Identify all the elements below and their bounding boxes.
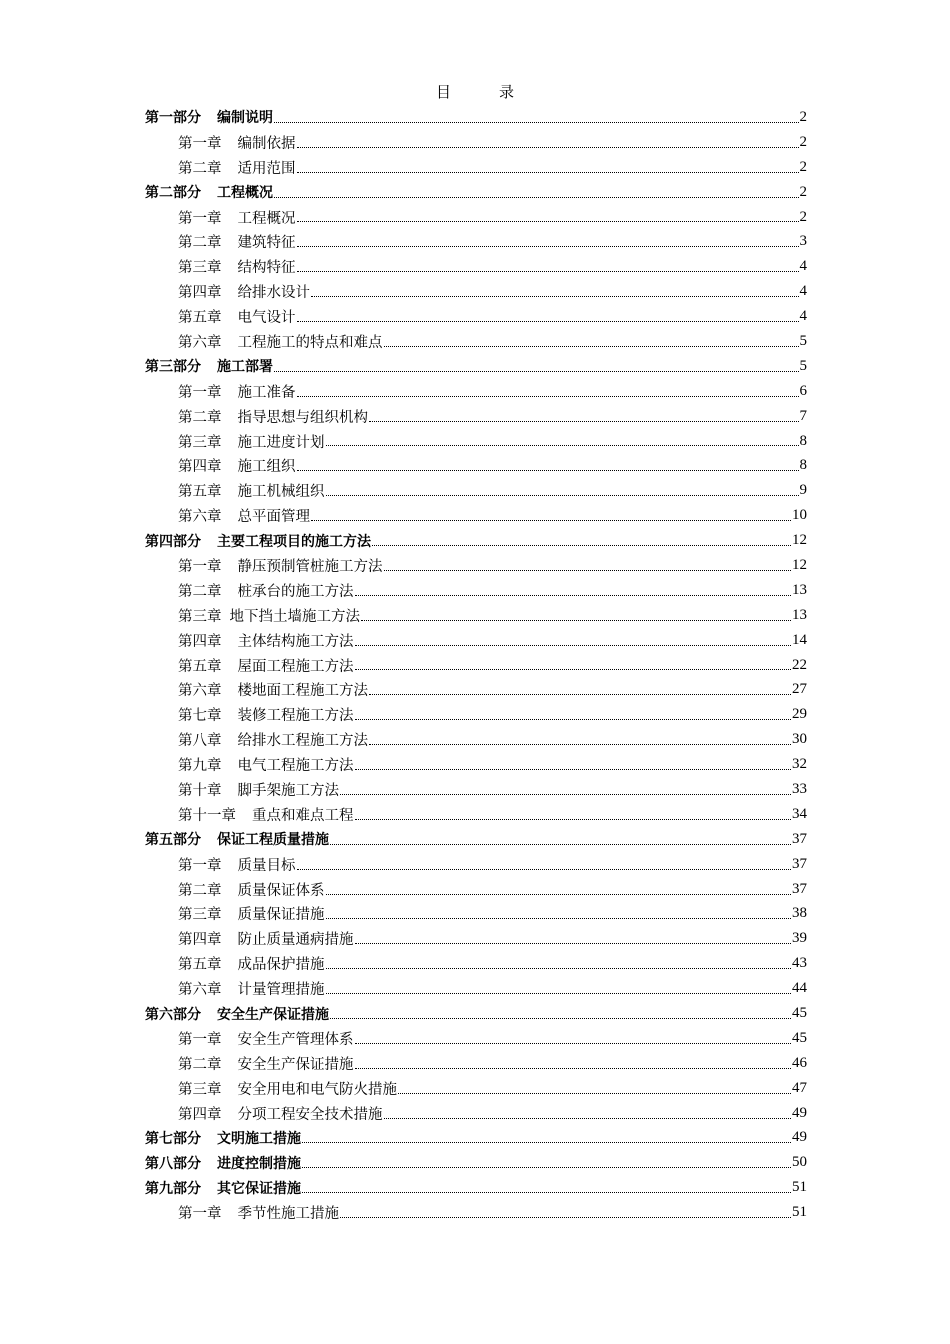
dot-leader xyxy=(355,942,792,944)
toc-entry-title: 电气设计 xyxy=(237,310,296,327)
dot-leader xyxy=(297,395,799,397)
toc-entry-number: 第二部分 xyxy=(145,185,201,202)
toc-part-entry[interactable] xyxy=(145,827,807,852)
toc-entry-number: 第三章 xyxy=(178,434,222,451)
toc-entry-number: 第二章 xyxy=(178,1056,222,1073)
toc-chapter-entry[interactable] xyxy=(145,304,807,329)
dot-leader xyxy=(326,967,792,969)
toc-entry-title: 总平面管理 xyxy=(237,509,310,526)
toc-page-number: 47 xyxy=(792,1079,807,1096)
toc-chapter-entry[interactable] xyxy=(145,902,807,927)
dot-leader xyxy=(369,420,799,422)
toc-entry-label xyxy=(145,356,273,376)
toc-entry-title: 质量保证体系 xyxy=(237,882,325,899)
toc-entry-label xyxy=(178,729,368,750)
toc-entry-title: 施工组织 xyxy=(237,459,296,476)
dot-leader xyxy=(355,668,792,670)
toc-page-number: 27 xyxy=(792,681,807,698)
toc-page-number: 13 xyxy=(792,606,807,623)
toc-chapter-entry[interactable] xyxy=(145,478,807,503)
toc-chapter-entry[interactable] xyxy=(145,677,807,702)
toc-chapter-entry[interactable] xyxy=(145,229,807,254)
toc-entry-label xyxy=(178,306,296,327)
dot-leader xyxy=(297,868,792,870)
toc-page-number: 4 xyxy=(799,283,807,300)
toc-entry-title: 结构特征 xyxy=(237,260,296,277)
toc-chapter-entry[interactable] xyxy=(145,279,807,304)
toc-entry-label xyxy=(178,679,368,700)
toc-page-number: 37 xyxy=(792,855,807,872)
toc-entry-title: 安全生产管理体系 xyxy=(237,1031,354,1048)
toc-entry-label xyxy=(178,157,296,178)
toc-entry-label xyxy=(178,854,296,875)
dot-leader xyxy=(355,644,792,646)
toc-chapter-entry[interactable] xyxy=(145,1051,807,1076)
toc-entry-label xyxy=(178,1078,397,1099)
toc-entry-title: 施工进度计划 xyxy=(237,434,325,451)
toc-page-number: 45 xyxy=(792,1029,807,1046)
toc-entry-label xyxy=(178,406,368,427)
dot-leader xyxy=(274,370,799,372)
toc-entry-label xyxy=(178,779,339,800)
title-char-left: 目 xyxy=(435,83,451,101)
toc-chapter-entry[interactable] xyxy=(145,653,807,678)
dot-leader xyxy=(326,494,799,496)
toc-entry-label xyxy=(178,431,325,452)
dot-leader xyxy=(326,992,792,994)
title-char-right: 录 xyxy=(499,83,515,101)
toc-entry-number: 第六章 xyxy=(178,509,222,526)
toc-entry-label xyxy=(178,256,296,277)
toc-entry-label xyxy=(178,655,354,676)
toc-entry-number: 第一部分 xyxy=(145,110,201,127)
dot-leader xyxy=(355,594,792,596)
toc-entry-title: 脚手架施工方法 xyxy=(237,782,339,799)
dot-leader xyxy=(398,1092,791,1094)
toc-chapter-entry[interactable] xyxy=(145,628,807,653)
dot-leader xyxy=(302,1191,791,1193)
toc-chapter-entry[interactable] xyxy=(145,578,807,603)
toc-entry-title: 成品保护措施 xyxy=(237,957,325,974)
toc-chapter-entry[interactable] xyxy=(145,453,807,478)
toc-page-number: 9 xyxy=(799,482,807,499)
toc-entry-title: 地下挡土墙施工方法 xyxy=(229,608,360,625)
toc-entry-label xyxy=(178,455,296,476)
toc-entry-number: 第六章 xyxy=(178,334,222,351)
toc-entry-number: 第四章 xyxy=(178,932,222,949)
toc-chapter-entry[interactable] xyxy=(145,329,807,354)
toc-entry-label xyxy=(145,1004,329,1024)
toc-entry-title: 给排水设计 xyxy=(237,285,310,302)
toc-page-number: 45 xyxy=(792,1005,807,1021)
dot-leader xyxy=(330,843,791,845)
toc-entry-number: 第二章 xyxy=(178,583,222,600)
toc-entry-number: 第六部分 xyxy=(145,1006,201,1023)
toc-entry-label xyxy=(178,207,296,228)
toc-entry-label xyxy=(178,331,383,352)
toc-entry-number: 第一章 xyxy=(178,384,222,401)
toc-entry-label xyxy=(178,804,354,825)
toc-entry-number: 第五章 xyxy=(178,658,222,675)
toc-page-number: 7 xyxy=(799,407,807,424)
toc-page-number: 37 xyxy=(792,880,807,897)
toc-entry-label xyxy=(178,580,354,601)
toc-entry-number: 第一章 xyxy=(178,135,222,152)
toc-entry-number: 第五部分 xyxy=(145,832,201,849)
toc-entry-title: 编制依据 xyxy=(237,135,296,152)
dot-leader xyxy=(340,793,791,795)
toc-entry-number: 第一章 xyxy=(178,1031,222,1048)
toc-entry-label xyxy=(178,281,310,302)
toc-entry-label xyxy=(178,381,296,402)
toc-entry-title: 屋面工程施工方法 xyxy=(237,658,354,675)
toc-entry-label xyxy=(145,1178,301,1198)
toc-chapter-entry[interactable] xyxy=(145,155,807,180)
dot-leader xyxy=(355,1067,792,1069)
toc-entry-title: 建筑特征 xyxy=(237,235,296,252)
toc-entry-number: 第一章 xyxy=(178,210,222,227)
toc-chapter-entry[interactable] xyxy=(145,926,807,951)
toc-entry-title: 季节性施工措施 xyxy=(237,1206,339,1223)
toc-page-number: 3 xyxy=(799,233,807,250)
toc-entry-title: 保证工程质量措施 xyxy=(217,832,329,849)
toc-chapter-entry[interactable] xyxy=(145,852,807,877)
toc-entry-label xyxy=(145,1128,301,1148)
toc-page-number: 38 xyxy=(792,905,807,922)
toc-entry-title: 电气工程施工方法 xyxy=(237,758,354,775)
toc-entry-title: 安全生产保证措施 xyxy=(217,1006,329,1023)
dot-leader xyxy=(384,345,799,347)
toc-chapter-entry[interactable] xyxy=(145,429,807,454)
toc-entry-label xyxy=(178,953,325,974)
toc-entry-title: 文明施工措施 xyxy=(217,1130,301,1147)
dot-leader xyxy=(311,519,791,521)
toc-page-number: 12 xyxy=(792,556,807,573)
toc-entry-number: 第七章 xyxy=(178,708,222,725)
toc-page-number: 13 xyxy=(792,581,807,598)
dot-leader xyxy=(297,220,799,222)
toc-part-entry[interactable] xyxy=(145,105,807,130)
toc-chapter-entry[interactable] xyxy=(145,130,807,155)
toc-page-number: 2 xyxy=(799,208,807,225)
dot-leader xyxy=(297,146,799,148)
toc-entry-title: 适用范围 xyxy=(237,160,296,177)
toc-entry-number: 第一章 xyxy=(178,1206,222,1223)
toc-page-number: 10 xyxy=(792,507,807,524)
dot-leader xyxy=(361,619,791,621)
dot-leader xyxy=(297,270,799,272)
toc-page-number: 12 xyxy=(792,532,807,549)
toc-entry-number: 第一章 xyxy=(178,857,222,874)
toc-entry-label xyxy=(178,928,354,949)
dot-leader xyxy=(297,469,799,471)
toc-page-number: 8 xyxy=(799,432,807,449)
toc-entry-number: 第五章 xyxy=(178,310,222,327)
toc-entry-label xyxy=(178,132,296,153)
toc-entry-label xyxy=(178,605,360,626)
toc-chapter-entry[interactable] xyxy=(145,702,807,727)
toc-entry-number: 第一章 xyxy=(178,558,222,575)
toc-part-entry[interactable] xyxy=(145,354,807,379)
toc-page-number: 30 xyxy=(792,731,807,748)
toc-entry-label xyxy=(178,1053,354,1074)
toc-entry-label xyxy=(145,531,371,551)
toc-entry-number: 第二章 xyxy=(178,160,222,177)
toc-chapter-entry[interactable] xyxy=(145,1026,807,1051)
toc-entry-title: 进度控制措施 xyxy=(217,1155,301,1172)
toc-chapter-entry[interactable] xyxy=(145,976,807,1001)
toc-chapter-entry[interactable] xyxy=(145,802,807,827)
toc-entry-number: 第六章 xyxy=(178,683,222,700)
toc-entry-label xyxy=(178,630,354,651)
toc-chapter-entry[interactable] xyxy=(145,1076,807,1101)
dot-leader xyxy=(330,1017,791,1019)
toc-page-number: 37 xyxy=(792,830,807,847)
toc-entry-label xyxy=(178,879,325,900)
toc-entry-title: 其它保证措施 xyxy=(217,1180,301,1197)
toc-page-number: 34 xyxy=(792,805,807,822)
toc-page-number: 44 xyxy=(792,980,807,997)
toc-entry-number: 第九部分 xyxy=(145,1180,201,1197)
toc-chapter-entry[interactable] xyxy=(145,503,807,528)
toc-entry-number: 第四章 xyxy=(178,459,222,476)
toc-entry-title: 工程概况 xyxy=(237,210,296,227)
toc-entry-label xyxy=(178,978,325,999)
toc-entry-number: 第十章 xyxy=(178,782,222,799)
toc-entry-title: 主要工程项目的施工方法 xyxy=(217,533,371,550)
toc-entry-number: 第三章 xyxy=(178,1081,222,1098)
toc-entry-label xyxy=(145,1153,301,1173)
toc-entry-number: 第四部分 xyxy=(145,533,201,550)
toc-entry-number: 第十一章 xyxy=(178,807,236,824)
toc-entry-title: 工程概况 xyxy=(217,185,273,202)
toc-entry-label xyxy=(178,1028,354,1049)
toc-entry-title: 防止质量通病措施 xyxy=(237,932,354,949)
toc-entry-label xyxy=(178,1202,339,1223)
toc-entry-number: 第四章 xyxy=(178,1106,222,1123)
toc-chapter-entry[interactable] xyxy=(145,404,807,429)
toc-entry-title: 装修工程施工方法 xyxy=(237,708,354,725)
toc-entry-label xyxy=(178,903,325,924)
toc-entry-number: 第三章 xyxy=(178,260,222,277)
toc-entry-title: 工程施工的特点和难点 xyxy=(237,334,383,351)
toc-page-number: 51 xyxy=(792,1204,807,1221)
toc-entry-number: 第三章 xyxy=(178,608,222,625)
toc-entry-number: 第九章 xyxy=(178,758,222,775)
toc-entry-label xyxy=(178,754,354,775)
toc-entry-title: 分项工程安全技术措施 xyxy=(237,1106,383,1123)
toc-entry-title: 主体结构施工方法 xyxy=(237,633,354,650)
toc-entry-title: 楼地面工程施工方法 xyxy=(237,683,368,700)
toc-entry-number: 第五章 xyxy=(178,957,222,974)
toc-chapter-entry[interactable] xyxy=(145,553,807,578)
toc-entry-label xyxy=(178,505,310,526)
toc-page-number: 46 xyxy=(792,1054,807,1071)
toc-page-number: 43 xyxy=(792,955,807,972)
toc-entry-number: 第四章 xyxy=(178,633,222,650)
toc-page-number: 14 xyxy=(792,631,807,648)
toc-page-number: 5 xyxy=(799,332,807,349)
toc-page-number: 5 xyxy=(799,357,807,374)
toc-part-entry[interactable] xyxy=(145,528,807,553)
toc-part-entry[interactable] xyxy=(145,180,807,205)
toc-entry-title: 质量保证措施 xyxy=(237,907,325,924)
dot-leader xyxy=(311,295,799,297)
dot-leader xyxy=(384,569,792,571)
toc-entry-number: 第八章 xyxy=(178,733,222,750)
toc-entry-title: 安全用电和电气防火措施 xyxy=(237,1081,397,1098)
toc-entry-number: 第二章 xyxy=(178,235,222,252)
toc-entry-number: 第四章 xyxy=(178,285,222,302)
dot-leader xyxy=(326,444,799,446)
toc-entry-title: 质量目标 xyxy=(237,857,296,874)
dot-leader xyxy=(297,171,799,173)
toc-page-number: 8 xyxy=(799,457,807,474)
toc-chapter-entry[interactable] xyxy=(145,752,807,777)
toc-chapter-entry[interactable] xyxy=(145,205,807,230)
dot-leader xyxy=(326,917,792,919)
table-of-contents xyxy=(145,105,807,1225)
toc-entry-title: 指导思想与组织机构 xyxy=(237,409,368,426)
dot-leader xyxy=(302,1141,791,1143)
page-title xyxy=(0,82,950,102)
dot-leader xyxy=(274,196,799,198)
toc-page-number: 2 xyxy=(799,108,807,125)
toc-chapter-entry[interactable] xyxy=(145,603,807,628)
toc-entry-number: 第三章 xyxy=(178,907,222,924)
toc-page-number: 4 xyxy=(799,308,807,325)
dot-leader xyxy=(355,1042,792,1044)
toc-page-number: 32 xyxy=(792,756,807,773)
toc-entry-number: 第八部分 xyxy=(145,1155,201,1172)
toc-entry-title: 施工准备 xyxy=(237,384,296,401)
toc-page-number: 39 xyxy=(792,930,807,947)
toc-part-entry[interactable] xyxy=(145,1001,807,1026)
toc-chapter-entry[interactable] xyxy=(145,379,807,404)
toc-entry-title: 给排水工程施工方法 xyxy=(237,733,368,750)
toc-page-number: 22 xyxy=(792,656,807,673)
toc-page-number: 4 xyxy=(799,258,807,275)
toc-entry-title: 安全生产保证措施 xyxy=(237,1056,354,1073)
toc-entry-label xyxy=(178,480,325,501)
dot-leader xyxy=(274,121,799,123)
toc-entry-label xyxy=(145,107,273,127)
toc-entry-number: 第三部分 xyxy=(145,359,201,376)
dot-leader xyxy=(302,1166,791,1168)
toc-entry-number: 第五章 xyxy=(178,484,222,501)
toc-part-entry[interactable] xyxy=(145,1126,807,1151)
toc-page-number: 2 xyxy=(799,183,807,200)
toc-part-entry[interactable] xyxy=(145,1150,807,1175)
toc-page-number: 29 xyxy=(792,706,807,723)
toc-page-number: 49 xyxy=(792,1129,807,1146)
toc-entry-title: 静压预制管桩施工方法 xyxy=(237,558,383,575)
toc-page-number: 33 xyxy=(792,780,807,797)
dot-leader xyxy=(369,743,791,745)
dot-leader xyxy=(384,1117,792,1119)
dot-leader xyxy=(369,693,791,695)
toc-page-number: 2 xyxy=(799,158,807,175)
toc-chapter-entry[interactable] xyxy=(145,777,807,802)
toc-part-entry[interactable] xyxy=(145,1175,807,1200)
toc-entry-label xyxy=(145,829,329,849)
dot-leader xyxy=(355,768,792,770)
toc-page-number: 2 xyxy=(799,133,807,150)
dot-leader xyxy=(355,718,792,720)
toc-entry-number: 第二章 xyxy=(178,409,222,426)
toc-entry-label xyxy=(178,704,354,725)
toc-entry-number: 第七部分 xyxy=(145,1130,201,1147)
toc-chapter-entry[interactable] xyxy=(145,877,807,902)
toc-entry-label xyxy=(178,1103,383,1124)
toc-entry-label xyxy=(178,555,383,576)
toc-entry-title: 重点和难点工程 xyxy=(252,807,354,824)
dot-leader xyxy=(297,320,799,322)
toc-chapter-entry[interactable] xyxy=(145,1101,807,1126)
toc-entry-title: 计量管理措施 xyxy=(237,982,325,999)
toc-entry-title: 施工部署 xyxy=(217,359,273,376)
toc-page-number: 49 xyxy=(792,1104,807,1121)
toc-entry-number: 第六章 xyxy=(178,982,222,999)
toc-page-number: 6 xyxy=(799,382,807,399)
toc-page-number: 51 xyxy=(792,1179,807,1196)
dot-leader xyxy=(372,544,791,546)
toc-chapter-entry[interactable] xyxy=(145,727,807,752)
toc-page-number: 50 xyxy=(792,1154,807,1171)
toc-chapter-entry[interactable] xyxy=(145,254,807,279)
toc-entry-title: 施工机械组织 xyxy=(237,484,325,501)
toc-entry-label xyxy=(145,182,273,202)
toc-entry-title: 桩承台的施工方法 xyxy=(237,583,354,600)
toc-entry-number: 第二章 xyxy=(178,882,222,899)
dot-leader xyxy=(326,893,792,895)
toc-chapter-entry[interactable] xyxy=(145,1200,807,1225)
toc-entry-label xyxy=(178,231,296,252)
dot-leader xyxy=(340,1216,791,1218)
toc-chapter-entry[interactable] xyxy=(145,951,807,976)
dot-leader xyxy=(355,818,792,820)
toc-entry-title: 编制说明 xyxy=(217,110,273,127)
dot-leader xyxy=(297,245,799,247)
